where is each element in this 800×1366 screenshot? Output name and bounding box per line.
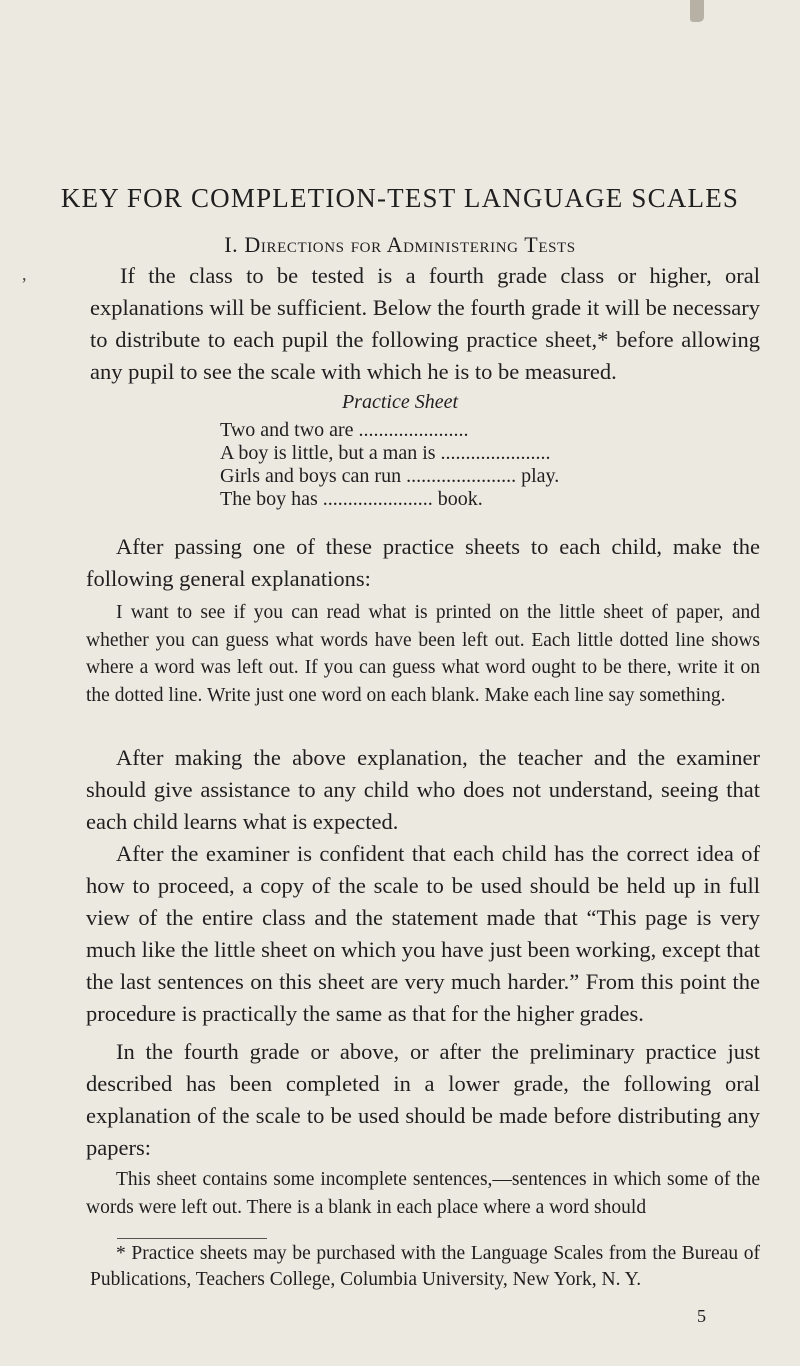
paragraph-explanations: After passing one of these practice sheets to each child, make the following general explanations: (86, 534, 760, 591)
practice-line: Girls and boys can run ...................... play. (220, 465, 560, 487)
paragraph-instructions: I want to see if you can read what is printed on the little sheet of paper, and whether you can guess what words have been left out. Each little dotted line shows where a word was left out. If you can guess what word ought to be there, write it on the dotted line. Write just one word on each blank. Make each line say something. (86, 602, 760, 706)
section-number: I. (224, 232, 239, 257)
page-number: 5 (697, 1306, 706, 1326)
paragraph-procedure: After the examiner is confident that each child has the correct idea of how to proceed, a copy of the scale to be used should be held up in full view of the entire class and the statement made that “This page is very much like the little sheet on which you have just been working, except that the last sentences on this sheet are very much harder.” From this point the procedure is practically the same as that for the higher grades. (86, 841, 760, 1026)
page-corner-stain (690, 0, 704, 22)
margin-mark: , (22, 264, 27, 284)
paragraph-intro: If the class to be tested is a fourth grade class or higher, oral explanations will be sufficient. Below the fourth grade it will be necessary to distribute to each pupil the following practice sheet,* before allowing any pupil to see the scale with which he is to be measured. (90, 263, 760, 384)
paragraph-sheet-description: This sheet contains some incomplete sentences,—sentences in which some of the words were left out. There is a blank in each place where a word should (86, 1169, 760, 1218)
paragraph-fourth-grade: In the fourth grade or above, or after the preliminary practice just described has been completed in a lower grade, the following oral explanation of the scale to be used should be made before distributing any papers: (86, 1039, 760, 1160)
section-title: Directions for Administering Tests (244, 232, 576, 257)
footnote: * Practice sheets may be purchased with the Language Scales from the Bureau of Publications, Teachers College, Columbia University, New York, N. Y. (90, 1243, 760, 1290)
paragraph-assistance: After making the above explanation, the teacher and the examiner should give assistance to any child who does not understand, seeing that each child learns what is expected. (86, 745, 760, 834)
practice-line: A boy is little, but a man is ...................... (220, 442, 551, 464)
practice-line: The boy has ...................... book. (220, 488, 483, 510)
practice-line: Two and two are ...................... (220, 419, 469, 441)
practice-sheet-title: Practice Sheet (341, 391, 459, 413)
footnote-rule (117, 1238, 267, 1239)
section-heading (0, 232, 800, 258)
page-title: KEY FOR COMPLETION-TEST LANGUAGE SCALES (60, 183, 740, 213)
